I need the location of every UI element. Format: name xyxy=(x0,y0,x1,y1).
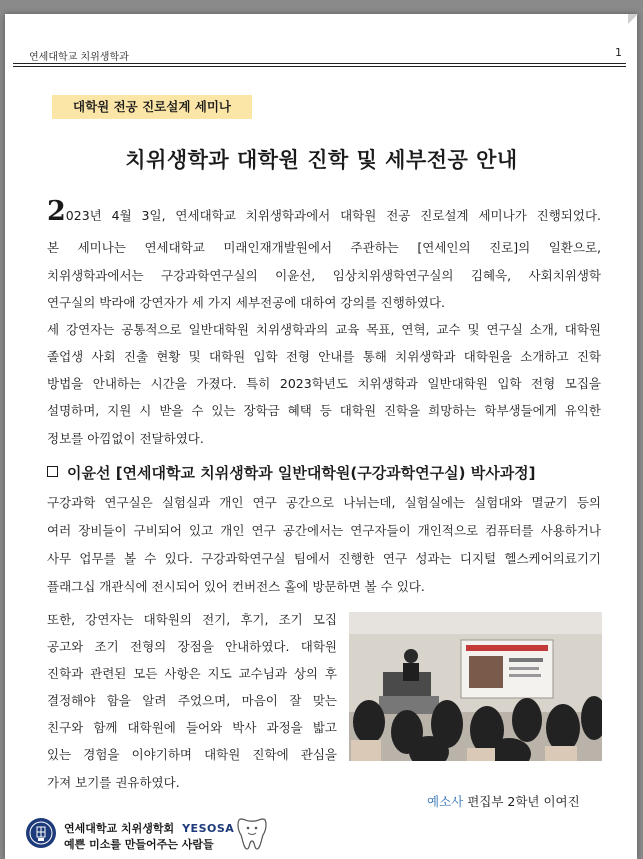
article-title: 치위생학과 대학원 진학 및 세부전공 안내 xyxy=(125,147,518,172)
para2-line-4: 설명하며, 지원 시 받을 수 있는 장학금 혜택 등 대학원 진학을 희망하는 학부생들에게 유익한 xyxy=(47,403,601,418)
tooth-mascot-icon xyxy=(235,813,269,853)
page-number: 1 xyxy=(615,46,622,59)
intro-line-2: 본 세미나는 연세대학교 미래인재개발원에서 주관하는 [연세인의 진로]의 일환으로, xyxy=(47,240,601,255)
footer-society xyxy=(64,820,234,836)
header-rule-top xyxy=(13,63,626,64)
para3-line-1: 구강과학 연구실은 실험실과 개인 연구 공간으로 나뉘는데, 실험실에는 실험대와 멸균기 등의 xyxy=(47,495,601,510)
byline-org: 예소사 xyxy=(427,794,464,809)
para2-line-3: 방법을 안내하는 시간을 가졌다. 특히 2023학년도 치위생학과 일반대학원 입학 전형 모집을 xyxy=(47,376,601,391)
para3-line-2: 여러 장비들이 구비되어 있고 개인 연구 공간에서는 연구자들이 개인적으로 컴퓨터를 사용하거나 xyxy=(47,523,601,538)
page-corner xyxy=(628,14,638,24)
para4-line-2: 공고와 조기 전형의 장점을 안내하였다. 대학원 xyxy=(47,639,337,654)
university-seal-icon xyxy=(26,818,56,848)
para4-line-7: 가져 보기를 권유하였다. xyxy=(47,775,180,790)
para4-line-1: 또한, 강연자는 대학원의 전기, 후기, 조기 모집 xyxy=(47,612,337,627)
para3-line-3: 사무 업무를 볼 수 있다. 구강과학연구실 팀에서 진행한 연구 성과는 디지털 헬스케어의료기기 xyxy=(47,551,601,566)
para4-line-5: 친구와 함께 대학원에 들어와 박사 과정을 밟고 xyxy=(47,720,337,735)
header-department: 연세대학교 치위생학과 xyxy=(29,52,129,63)
para4-line-3: 진학과 관련된 모든 사항은 지도 교수님과 상의 후 xyxy=(47,666,337,681)
para4-line-4: 결정해야 함을 알려 주었으며, 마음이 잘 맞는 xyxy=(47,693,337,708)
para2-line-5: 정보를 아낌없이 전달하였다. xyxy=(47,431,204,446)
intro-text: 023년 4월 3일, 연세대학교 치위생학과에서 대학원 전공 진로설계 세미나가 진행되었다. xyxy=(65,208,601,223)
para3-line-4: 플래그십 개관식에 전시되어 있어 컨버전스 홀에 방문하면 볼 수 있다. xyxy=(47,579,425,594)
drop-cap: 2 xyxy=(47,196,66,227)
footer-brand: YESOSA xyxy=(182,822,235,835)
intro-line-1 xyxy=(47,196,601,227)
para4-line-6: 있는 경험을 이야기하며 대학원 진학에 관심을 xyxy=(47,747,337,762)
seminar-photo xyxy=(349,612,602,761)
para2-line-1: 세 강연자는 공통적으로 일반대학원 치위생학과의 교육 목표, 연혁, 교수 및 연구실 소개, 대학원 xyxy=(47,322,601,337)
speaker-subheading xyxy=(47,462,536,483)
byline xyxy=(427,792,580,810)
byline-author: 편집부 2학년 이여진 xyxy=(463,794,580,809)
footer-society-name: 연세대학교 치위생학회 xyxy=(64,822,175,835)
intro-line-3: 치위생학과에서는 구강과학연구실의 이윤선, 임상치위생학연구실의 김혜욱, 사회치위생학 xyxy=(47,268,601,283)
intro-line-4: 연구실의 박라애 강연자가 세 가지 세부전공에 대하여 강의를 진행하였다. xyxy=(47,295,446,310)
subheading-text: 이윤선 [연세대학교 치위생학과 일반대학원(구강과학연구실) 박사과정] xyxy=(67,464,536,482)
para2-line-2: 졸업생 사회 진출 현황 및 대학원 입학 전형 안내를 통해 치위생학과 대학원을 소개하고 진학 xyxy=(47,349,601,364)
header-rule-bottom xyxy=(13,66,626,67)
footer-slogan: 예쁜 미소를 만들어주는 사람들 xyxy=(64,838,214,851)
section-tag: 대학원 전공 진로설계 세미나 xyxy=(52,95,252,119)
square-bullet-icon xyxy=(47,466,58,477)
